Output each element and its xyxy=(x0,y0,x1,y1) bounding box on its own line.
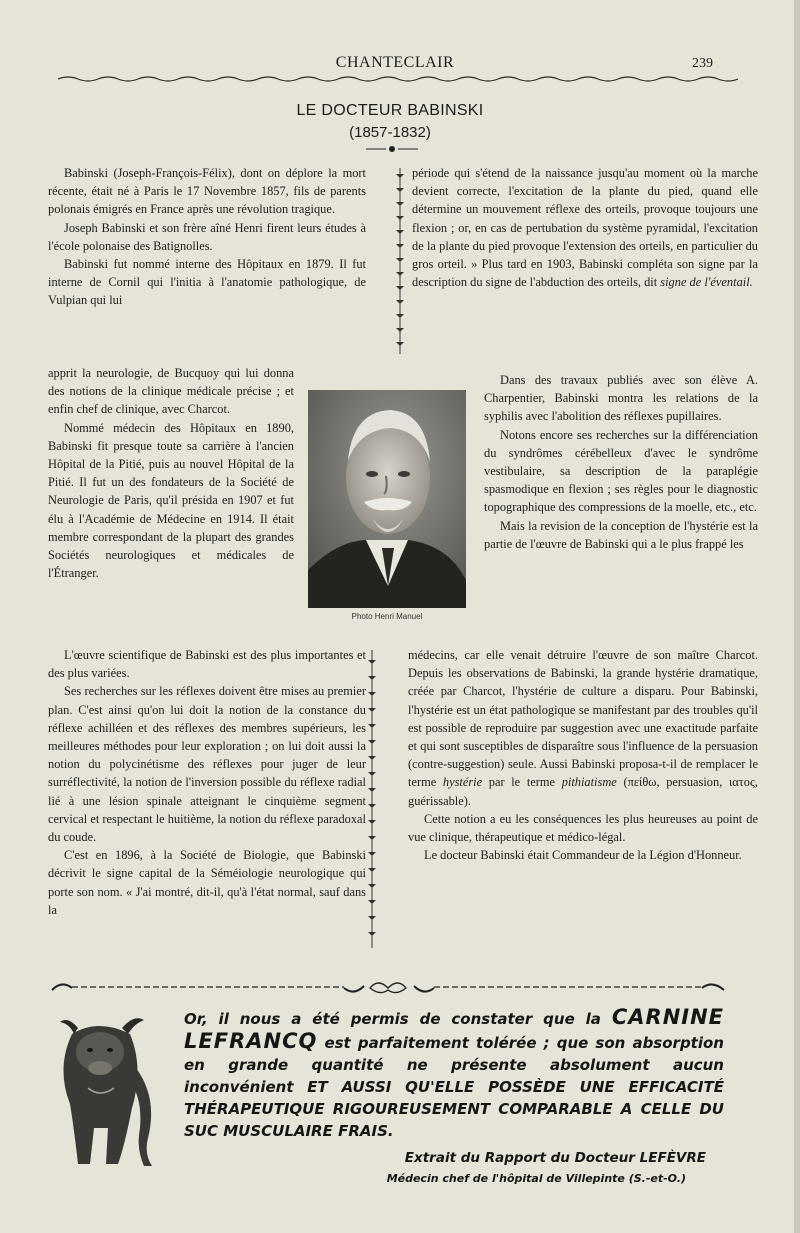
article-column-top-left xyxy=(48,164,366,310)
ad-brand-carnine: CARNINE xyxy=(611,1005,725,1029)
paragraph: Ses recherches sur les réflexes doivent être mises au premier plan. C'est ainsi qu'on lui doit la notion de la constance du réflexe achilléen et des réflexes des membres supérieurs, les meilleures méthodes pour leur exploration ; on lui doit aussi la notion du polycinétisme des réflexes pour juger de leur surréflectivité, la notion de l'inversion possible du réflexe radial lié à une lésion spinale atteignant le cinquième segment cervical et respectant le huitième, la notion du réflexe paradoxal du coude. xyxy=(48,684,366,845)
ad-source-subtitle: Médecin chef de l'hôpital de Villepinte (S.-et-O.) xyxy=(386,1172,686,1185)
photo-credit: Photo Henri Manuel xyxy=(351,612,423,621)
magazine-title: CHANTECLAIR xyxy=(335,54,455,71)
paragraph-text: (πείθω, persuasion, ιατος, guérissable). xyxy=(408,775,758,808)
article-column-top-right xyxy=(412,164,758,291)
paragraph-text: médecins, car elle venait détruire l'œuvre de son maître Charcot. Depuis les observations de Babinski, la grande hystérie dramatique, créée par Charcot, l'hystérie de culture a disparu. Pour Babinski, l'hystérie est un état pathologique se manifestant par des troubles qu'il est possible de reproduire par suggestion avec une exactitude parfaite et qui sont susceptibles de disparaître sous l'influence de la persuasion (contre-suggestion) seule. Aussi Babinski proposa-t-il de remplacer le terme xyxy=(408,648,758,790)
column-divider-top xyxy=(394,168,406,358)
ad-source: Extrait du Rapport du Docteur LEFÈVRE xyxy=(404,1150,706,1166)
paragraph xyxy=(408,646,758,810)
wavy-header-rule xyxy=(58,73,738,83)
ad-intro: Or, il nous a été permis de constater que la xyxy=(184,1010,601,1028)
page-number: 239 xyxy=(692,56,713,71)
paragraph: Notons encore ses recherches sur la différenciation du syndrômes cérébelleux d'avec le syndrôme vestibulaire, sa description de la paraplégie spasmodique en flexion ; ses règles pour le diagnostic topographique des compressions de la moelle, etc., etc. xyxy=(484,427,758,515)
paragraph: apprit la neurologie, de Bucquoy qui lui donna des notions de la clinique médicale précise ; et enfin chef de clinique, avec Charcot. xyxy=(48,366,294,417)
article-column-bottom-left xyxy=(48,646,366,919)
ad-body: est parfaitement tolérée ; que son absorption en grande quantité ne présente absolument aucun inconvénient ET AUSSI QU'ELLE POSSÈDE UNE EFFICACITÉ THÉRAPEUTIQUE RIGOUREUSEMENT COMPARABLE A CELLE DU SUC MUSCULAIRE FRAIS. xyxy=(184,1034,724,1140)
article-dates: (1857-1832) xyxy=(349,124,431,141)
paragraph: Joseph Babinski et son frère aîné Henri firent leurs études à l'école polonaise des Batignolles. xyxy=(48,220,366,253)
paragraph: L'œuvre scientifique de Babinski est des plus importantes et des plus variées. xyxy=(48,648,366,681)
title-ornament xyxy=(362,144,422,154)
paragraph: Cette notion a eu les conséquences les plus heureuses au point de vue clinique, thérapeutique et médico-légal. xyxy=(408,811,758,845)
paragraph-text: période qui s'étend de la naissance jusqu'au moment où la marche devient correcte, l'excitation de la plante du pied, quand elle détermine un mouvement réflexe des orteils, provoque toujours une flexion ; or, en cas de pertubation du système pyramidal, l'excitation de la plante du pied provoque l'extension des orteils, en particulier du gros orteil. » Plus tard en 1903, Babinski compléta son signe par la description du signe de l'abduction des orteils, dit xyxy=(412,166,758,290)
advertisement-text xyxy=(184,1006,724,1142)
article-column-bottom-right xyxy=(408,646,758,864)
page-edge xyxy=(794,0,800,1233)
paragraph: Le docteur Babinski était Commandeur de la Légion d'Honneur. xyxy=(424,848,742,863)
column-divider-bottom xyxy=(366,650,378,950)
paragraph: Mais la revision de la conception de l'hystérie est la partie de l'œuvre de Babinski qui a le plus frappé les xyxy=(484,518,758,551)
portrait-photo xyxy=(308,390,466,608)
fan-sign-term: signe de l'éventail. xyxy=(660,275,753,290)
paragraph xyxy=(412,164,758,291)
paragraph: Babinski fut nommé interne des Hôpitaux en 1879. Il fut interne de Cornil qui l'initia à l'anatomie pathologique, de Vulpian qui lui xyxy=(48,257,366,308)
term-hysterie: hystérie xyxy=(442,775,483,790)
article-title: LE DOCTEUR BABINSKI xyxy=(296,102,484,119)
paragraph: Babinski (Joseph-François-Félix), dont on déplore la mort récente, était né à Paris le 17 Novembre 1857, fils de parents polonais émigrés en France après une révolution tragique. xyxy=(48,166,366,217)
article-column-mid-left xyxy=(48,364,294,582)
term-pithiatisme: pithiatisme xyxy=(561,775,617,790)
portrait-image xyxy=(308,390,466,608)
ornamental-footer-rule xyxy=(48,978,728,998)
ad-brand-lefrancq: LEFRANCQ xyxy=(184,1029,318,1053)
paragraph: Nommé médecin des Hôpitaux en 1890, Babinski fit presque toute sa carrière à l'ancien Hôpital de la Pitié, puis au nouvel Hôpital de la Pitié. Il fut un des fondateurs de la Société de Neurologie de Paris, qu'il présida en 1907 et fut élu à l'Académie de Médecine en 1914. Il était membre correspondant de la plupart des grandes Sociétés neurologiques et médicales de l'Étranger. xyxy=(48,420,294,581)
paragraph: Dans des travaux publiés avec son élève A. Charpentier, Babinski montra les relations de la syphilis avec l'abolition des réflexes pupillaires. xyxy=(484,373,758,424)
article-column-mid-right xyxy=(484,371,758,553)
paragraph: C'est en 1896, à la Société de Biologie, que Babinski décrivit le signe capital de la Séméiologie neurologique qui porte son nom. « J'ai montré, dit-il, qu'à l'état normal, sauf dans la xyxy=(48,848,366,917)
paragraph-text: par le terme xyxy=(488,775,556,790)
bull-illustration xyxy=(48,1008,168,1168)
